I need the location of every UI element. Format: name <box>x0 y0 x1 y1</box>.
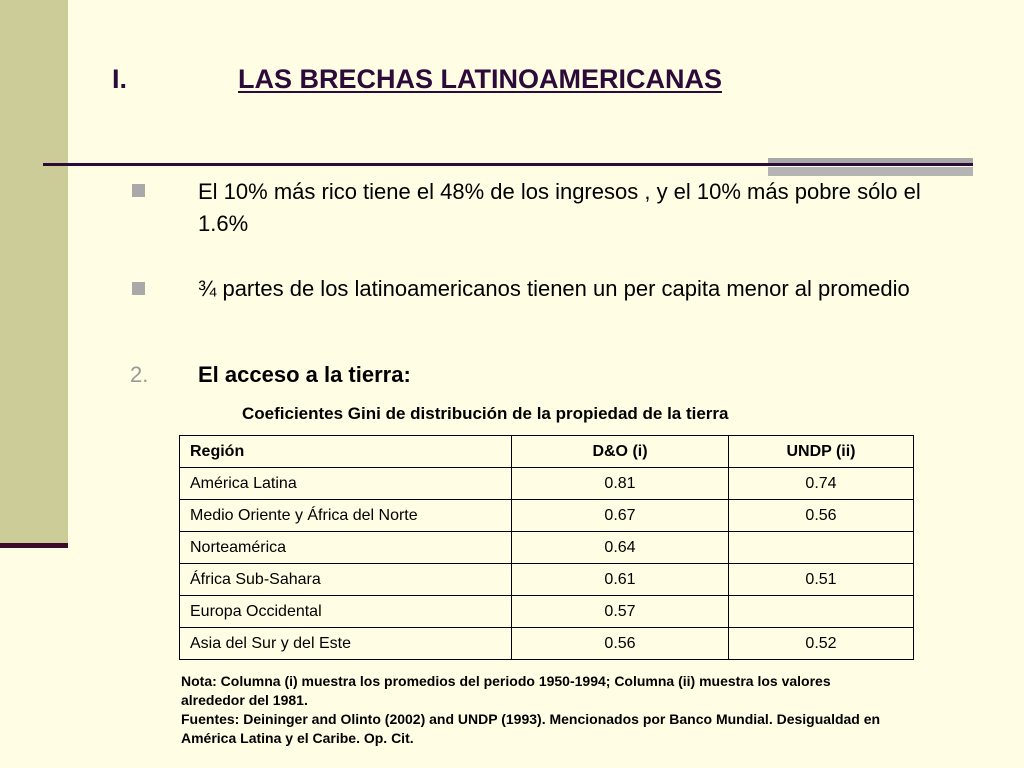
cell-undp: 0.51 <box>729 564 914 596</box>
table-row <box>180 628 914 660</box>
table-row <box>180 596 914 628</box>
table-row <box>180 468 914 500</box>
bullet-square-icon <box>132 282 145 295</box>
table-notes <box>181 672 881 748</box>
section-heading: El acceso a la tierra: <box>198 362 411 387</box>
cell-undp: 0.52 <box>729 628 914 660</box>
cell-region: América Latina <box>180 468 512 500</box>
cell-do: 0.81 <box>512 468 729 500</box>
cell-do: 0.64 <box>512 532 729 564</box>
table-row <box>180 564 914 596</box>
cell-undp <box>729 596 914 628</box>
header-do: D&O (i) <box>512 436 729 468</box>
header-region: Región <box>180 436 512 468</box>
cell-region: Norteamérica <box>180 532 512 564</box>
cell-region: Asia del Sur y del Este <box>180 628 512 660</box>
note-text: Nota: Columna (i) muestra los promedios del periodo 1950-1994; Columna (ii) muestra los valores alrededor del 1981. <box>181 673 831 708</box>
table-row <box>180 532 914 564</box>
slide-title: LAS BRECHAS LATINOAMERICANAS <box>238 64 722 94</box>
cell-region: Europa Occidental <box>180 596 512 628</box>
cell-do: 0.56 <box>512 628 729 660</box>
section-number: 2. <box>130 362 149 387</box>
cell-undp: 0.56 <box>729 500 914 532</box>
cell-do: 0.61 <box>512 564 729 596</box>
sources-text: Fuentes: Deininger and Olinto (2002) and UNDP (1993). Mencionados por Banco Mundial. Desigualdad en América Latina y el Caribe. Op. Cit. <box>181 711 881 746</box>
table-caption: Coeficientes Gini de distribución de la propiedad de la tierra <box>242 404 729 423</box>
gini-table <box>179 435 914 660</box>
left-bar-divider <box>0 543 68 548</box>
cell-do: 0.67 <box>512 500 729 532</box>
bullet-square-icon <box>132 184 145 197</box>
cell-undp <box>729 532 914 564</box>
bullet-text-1: El 10% más rico tiene el 48% de los ingresos , y el 10% más pobre sólo el 1.6% <box>198 179 921 236</box>
cell-region: África Sub-Sahara <box>180 564 512 596</box>
cell-undp: 0.74 <box>729 468 914 500</box>
bullet-text-2: ¾ partes de los latinoamericanos tienen un per capita menor al promedio <box>198 276 910 301</box>
cell-do: 0.57 <box>512 596 729 628</box>
cell-region: Medio Oriente y África del Norte <box>180 500 512 532</box>
table-row <box>180 500 914 532</box>
header-undp: UNDP (ii) <box>729 436 914 468</box>
left-decorative-bar <box>0 0 68 547</box>
table-header-row <box>180 436 914 468</box>
title-number: I. <box>112 64 128 94</box>
divider-accent <box>768 158 973 178</box>
